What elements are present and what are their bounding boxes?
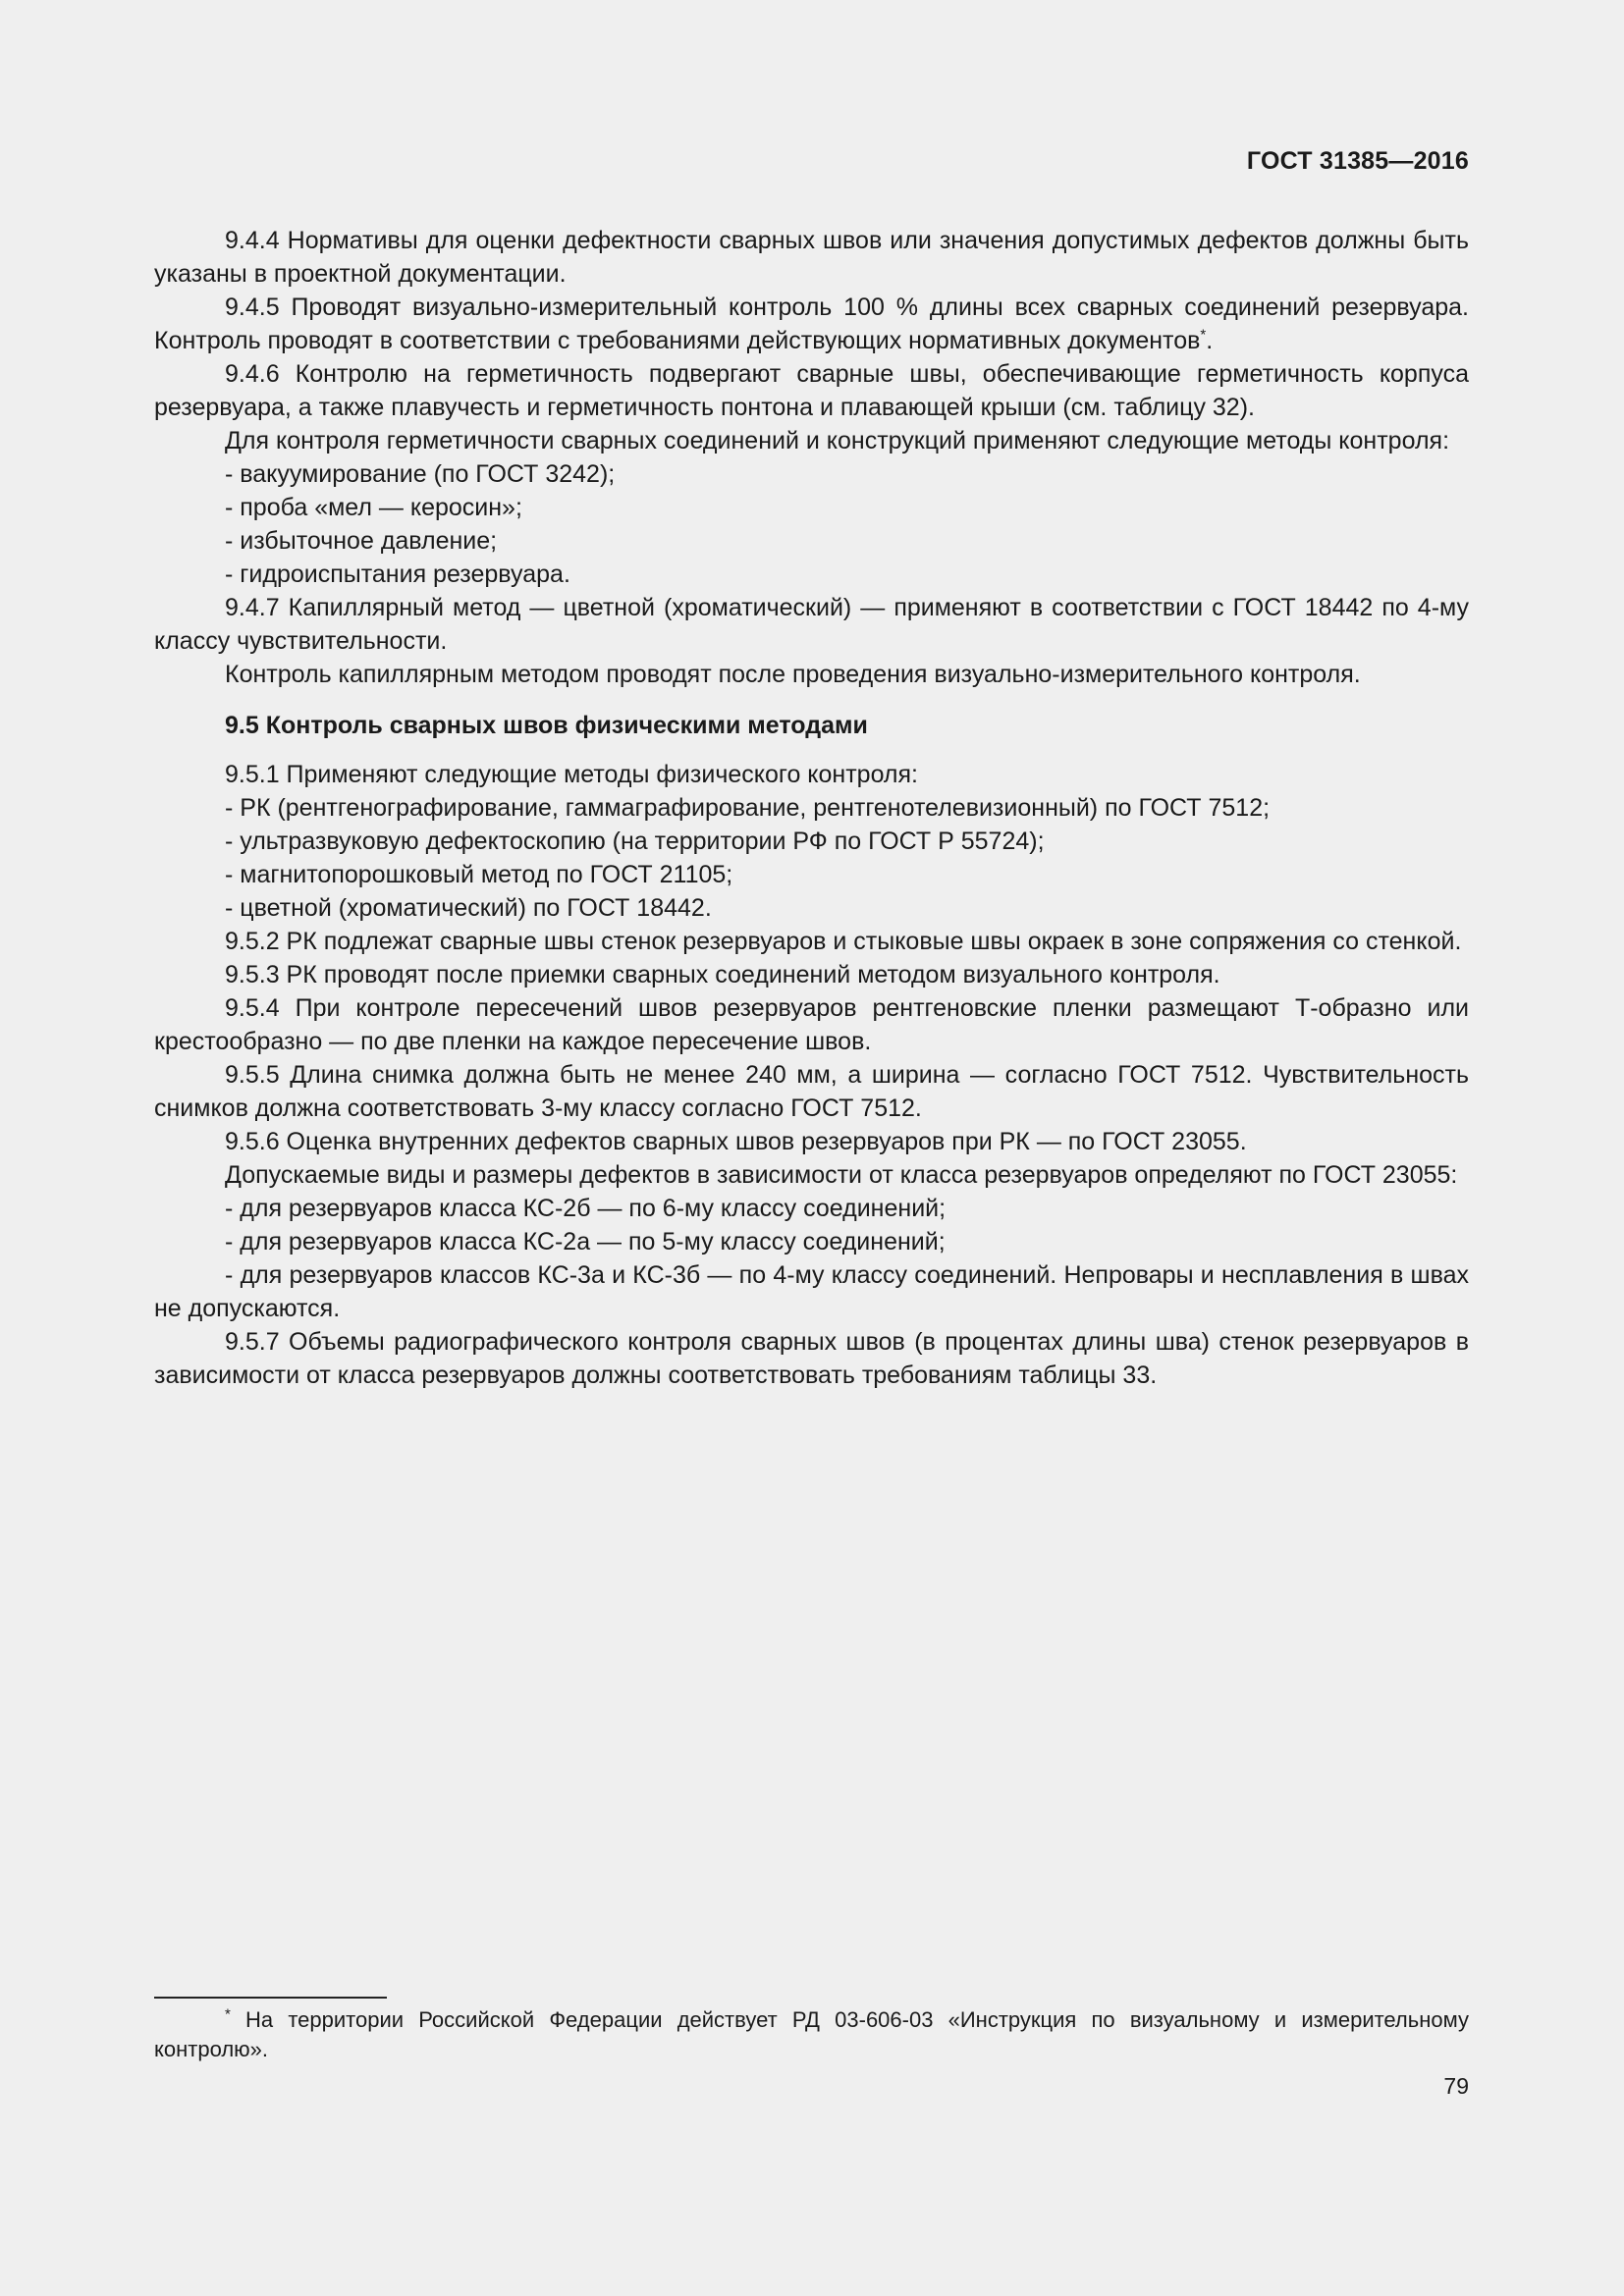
paragraph: [154, 958, 1469, 991]
paragraph-text: 9.5.7 Объемы радиографического контроля сварных швов (в процентах длины шва) стенок резервуаров в зависимости от класса резервуаров должны соответствовать требованиям таблицы 33.: [154, 1328, 1469, 1389]
section-9-4: [154, 224, 1469, 691]
page-number: 79: [1443, 2073, 1469, 2099]
paragraph-text: - ультразвуковую дефектоскопию (на территории РФ по ГОСТ Р 55724);: [225, 828, 1045, 855]
paragraph-text: - вакуумирование (по ГОСТ 3242);: [225, 460, 616, 488]
paragraph-text: - для резервуаров класса КС-2б — по 6-му классу соединений;: [225, 1195, 947, 1222]
paragraph: [154, 658, 1469, 691]
paragraph: [154, 424, 1469, 457]
paragraph-text: 9.5.5 Длина снимка должна быть не менее 240 мм, а ширина — согласно ГОСТ 7512. Чувствительность снимков должна соответствовать 3-му классу согласно ГОСТ 7512.: [154, 1061, 1469, 1122]
paragraph-text: - гидроиспытания резервуара.: [225, 561, 570, 588]
paragraph-text: - проба «мел — керосин»;: [225, 494, 522, 521]
list-item: [154, 1192, 1469, 1225]
list-item: [154, 791, 1469, 825]
paragraph-text: 9.5.1 Применяют следующие методы физического контроля:: [225, 761, 919, 788]
list-item: [154, 1225, 1469, 1258]
paragraph-text: Допускаемые виды и размеры дефектов в зависимости от класса резервуаров определяют по ГОСТ 23055:: [225, 1161, 1458, 1189]
paragraph-text: 9.5.4 При контроле пересечений швов резервуаров рентгеновские пленки размещают Т-образно или крестообразно — по две пленки на каждое пересечение швов.: [154, 994, 1469, 1055]
paragraph-text: - цветной (хроматический) по ГОСТ 18442.: [225, 894, 712, 922]
paragraph-text: - РК (рентгенографирование, гаммаграфирование, рентгенотелевизионный) по ГОСТ 7512;: [225, 794, 1271, 822]
footnote-text: На территории Российской Федерации действует РД 03-606-03 «Инструкция по визуальному и измерительному контролю».: [154, 2007, 1469, 2061]
paragraph-text: 9.4.7 Капиллярный метод — цветной (хроматический) — применяют в соответствии с ГОСТ 18442 по 4-му классу чувствительности.: [154, 594, 1469, 655]
paragraph: [154, 1158, 1469, 1192]
document-header: ГОСТ 31385—2016: [1246, 147, 1469, 175]
list-item: [154, 825, 1469, 858]
paragraph: [154, 925, 1469, 958]
paragraph-text: Контроль капиллярным методом проводят после проведения визуально-измерительного контроля.: [225, 661, 1361, 688]
paragraph-tail: .: [1206, 327, 1214, 354]
paragraph-text: 9.5.3 РК проводят после приемки сварных соединений методом визуального контроля.: [225, 961, 1220, 988]
paragraph-text: - для резервуаров классов КС-3а и КС-3б — по 4-му классу соединений. Непровары и несплавления в швах не допускаются.: [154, 1261, 1469, 1322]
paragraph: [154, 357, 1469, 424]
paragraph-text: 9.5.6 Оценка внутренних дефектов сварных швов резервуаров при РК — по ГОСТ 23055.: [225, 1128, 1247, 1155]
document-body: [154, 224, 1469, 1392]
paragraph: [154, 1058, 1469, 1125]
paragraph: [154, 1325, 1469, 1392]
footnote-mark: *: [225, 2005, 231, 2023]
list-item: [154, 524, 1469, 558]
list-item: [154, 558, 1469, 591]
paragraph-text: 9.5.2 РК подлежат сварные швы стенок резервуаров и стыковые швы окраек в зоне сопряжения со стенкой.: [225, 928, 1462, 955]
list-item: [154, 491, 1469, 524]
section-9-5-title: 9.5 Контроль сварных швов физическими методами: [225, 712, 868, 739]
paragraph: [154, 1125, 1469, 1158]
list-item: [154, 457, 1469, 491]
paragraph: [154, 291, 1469, 357]
paragraph-text: - магнитопорошковый метод по ГОСТ 21105;: [225, 861, 733, 888]
paragraph-text: 9.4.5 Проводят визуально-измерительный контроль 100 % длины всех сварных соединений резервуара. Контроль проводят в соответствии с требованиями действующих нормативных документов: [154, 294, 1469, 354]
paragraph-text: 9.4.6 Контролю на герметичность подвергают сварные швы, обеспечивающие герметичность корпуса резервуара, а также плавучесть и герметичность понтона и плавающей крыши (см. таблицу 32).: [154, 360, 1469, 421]
list-item: [154, 891, 1469, 925]
section-9-5: [154, 758, 1469, 1392]
list-item: [154, 858, 1469, 891]
paragraph: [154, 591, 1469, 658]
paragraph: [154, 991, 1469, 1058]
footnote-reference: *: [1200, 326, 1207, 344]
footnote: [154, 2005, 1469, 2064]
paragraph: [154, 758, 1469, 791]
paragraph-text: - для резервуаров класса КС-2а — по 5-му классу соединений;: [225, 1228, 946, 1255]
paragraph: [154, 224, 1469, 291]
paragraph-text: 9.4.4 Нормативы для оценки дефектности сварных швов или значения допустимых дефектов должны быть указаны в проектной документации.: [154, 227, 1469, 288]
list-item: [154, 1258, 1469, 1325]
paragraph-text: - избыточное давление;: [225, 527, 498, 555]
paragraph-text: Для контроля герметичности сварных соединений и конструкций применяют следующие методы контроля:: [225, 427, 1450, 454]
footnote-separator: [154, 1997, 387, 1999]
